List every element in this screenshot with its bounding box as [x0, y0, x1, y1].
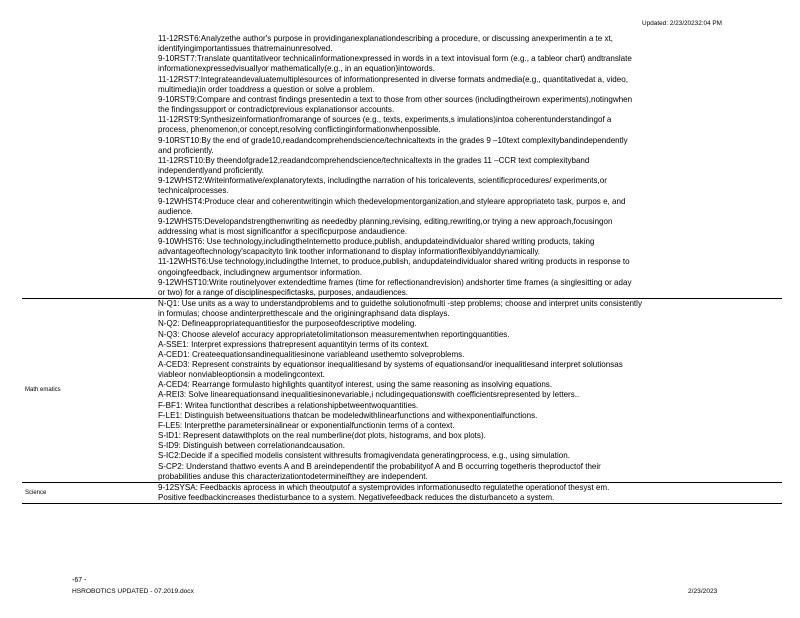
- standard-line: A-CED4: Rearrange formulasto highlights quantityof interest, using the same reasoning as insolving equations.: [158, 380, 553, 390]
- standards-table: [22, 34, 782, 504]
- document-filename: HSROBOTICS UPDATED - 07.2019.docx: [72, 588, 194, 595]
- standard-line: 9-12WHST4:Produce clear and coherentwritingin which thedevelopmentorganization,and styleare appropriateto task, purpos e, and: [158, 196, 626, 206]
- table-row-mathematics: [22, 299, 782, 483]
- subject-cell-science: Science: [22, 482, 156, 503]
- standard-line: the findingssupport or contradictprevious explanationsor accounts.: [158, 105, 395, 115]
- standard-line: addressing what is most significantfor a specificpurpose andaudience.: [158, 226, 408, 236]
- standard-line: A-SSE1: Interpret expressions thatrepresent aquantityin terms of its context.: [158, 339, 430, 349]
- standard-line: N-Q2: Defineappropriatequantitiesfor the purposeofdescriptive modeling.: [158, 319, 417, 329]
- standard-line: 9-12WHST5:Developandstrengthenwriting as neededby planning,revising, editing,rewriting,or trying a new approach,focusingon: [158, 216, 613, 226]
- standard-line: A-REI3: Solve linearequationsand inequalitiesinonevariable,i ncludingequationswith coefficientsrepresented by letters..: [158, 390, 580, 400]
- standard-line: 11-12RST7:Integrateandevaluatemultiplesources of informationpresented in diverse formats andmedia(e.g., quantitativedat a, video,: [158, 74, 628, 84]
- standards-cell: [156, 299, 782, 483]
- standard-line: advantageoftechnology'scapacityto link toother informationand to display informationflexiblyanddynamically.: [158, 247, 541, 257]
- standard-line: probabilities anduse this characterizationtodetermineifthey are independent.: [158, 471, 428, 481]
- standard-line: process, phenomenon,or concept,resolving conflictinginformationwhenpossible.: [158, 125, 441, 135]
- standard-line: S-IC2:Decide if a specified modelis consistent withresults fromagivendata generatingprocess, e.g., using simulation.: [158, 451, 570, 461]
- standard-line: independentlyand proficiently.: [158, 166, 264, 176]
- page-number: -67 -: [72, 577, 87, 584]
- standard-line: A-CED3: Represent constraints by equationsor inequalitiesand by systems of equationsand/or inequalitiesand interpret solutionsas: [158, 360, 623, 369]
- table-row-ela: [22, 34, 782, 299]
- standard-line: 11-12RST10:By theendofgrade12,readandcomprehendscience/technicaltexts in the grades 11 –CCR text complexityband: [158, 155, 590, 165]
- standard-line: 11-12RST6:Analyzethe author's purpose in providinganexplanationdescribing a procedure, or discussing anexperimentin a te xt,: [158, 34, 613, 43]
- subject-cell: [22, 34, 156, 299]
- standard-line: identifyingimportantissues thatremainunresolved.: [158, 44, 333, 54]
- standards-cell: [156, 34, 782, 299]
- standard-line: F-LE1: Distinguish betweensituations thatcan be modeledwithlinearfunctions and withexponentialfunctions.: [158, 410, 538, 420]
- standard-line: S-ID9: Distinguish between correlationandcausation.: [158, 441, 345, 451]
- standard-line: 9-10RST10:By the end of grade10,readandcomprehendscience/technicaltexts in the grades 9 –10text complexitybandindependently: [158, 135, 628, 145]
- subject-cell-mathematics: Math ematics: [22, 299, 156, 483]
- standard-line: 9-12SYSA: Feedbackis aprocess in which theoutputof a systemprovides informationusedto regulatethe operationof thesyst em.: [158, 482, 610, 492]
- standard-line: 9-10WHST6: Use technology,includingtheInternetto produce,publish, andupdateindividualor shared writing products, taking: [158, 237, 595, 247]
- standard-line: in formulas; choose andinterpretthescale and the originingraphsand data displays.: [158, 309, 450, 319]
- standard-line: N-Q1: Use units as a way to understandproblems and to guidethe solutionofmulti -step problems; choose and interpret units consistently: [158, 299, 642, 309]
- standard-line: or two) for a range of disciplinespecifictasks, purposes, andaudiences.: [158, 287, 409, 297]
- footer-date: 2/23/2023: [688, 588, 718, 595]
- standard-line: S-CP2: Understand thattwo events A and B areindependentif the probabilityof A and B occurring togetheris theproductof their: [158, 461, 601, 471]
- table-row-science: [22, 482, 782, 503]
- updated-timestamp: Updated: 2/23/20232:04 PM: [642, 20, 722, 27]
- standard-line: viableor nonviableoptionsin a modelingcontext.: [158, 370, 325, 380]
- standard-line: S-ID1: Represent datawithplots on the real numberline(dot plots, histograms, and box plots).: [158, 431, 486, 441]
- standard-line: 11-12RST9:Synthesizeinformationfromarange of sources (e.g., texts, experiments,s imulations)intoa coherentunderstandingof a: [158, 115, 612, 125]
- standard-line: 11-12WHST6:Use technology,includingthe Internet, to produce,publish, andupdateindividualor shared writing products in response to: [158, 257, 630, 267]
- standard-line: 9-10RST9:Compare and contrast findings presentedin a text to those from other sources (includingtheirown experiments),notingwhen: [158, 94, 633, 104]
- standard-line: A-CED1: Createequationsandinequalitiesinone variableand usethemto solveproblems.: [158, 349, 465, 359]
- standard-line: 9-10RST7:Translate quantitativeor technicalinformationexpressed in words in a text intovisual form (e.g., a tableor chart) andtranslate: [158, 54, 632, 64]
- standard-line: F-LE5: Interpretthe parametersinalinear or exponentialfunctionin terms of a context.: [158, 420, 455, 430]
- standard-line: 9-12WHST10:Write routinelyover extendedtime frames (time for reflectionandrevision) andshorter time frames (a singlesitting or aday: [158, 277, 632, 287]
- standards-cell: [156, 482, 782, 503]
- standard-line: informationexpressedvisuallyor mathematically(e.g., in an equation)intowords.: [158, 64, 435, 74]
- standard-line: multimedia)in order toaddress a question or solve a problem.: [158, 84, 375, 94]
- standard-line: and proficiently.: [158, 145, 214, 155]
- standard-line: 9-12WHST2:Writeinformative/explanatorytexts, includingthe narration of his toricalevents, scientificprocedures/ experiments,or: [158, 176, 607, 186]
- standard-line: audience.: [158, 206, 193, 216]
- standard-line: ongoingfeedback, includingnew argumentsor information.: [158, 267, 362, 277]
- standard-line: F-BF1: Writea functionthat describes a relationshipbetweentwoquantities.: [158, 400, 419, 410]
- standard-line: Positive feedbackincreases thedisturbance to a system. Negativefeedback reduces the disturbanceto a system.: [158, 493, 555, 503]
- standard-line: N-Q3: Choose alevelof accuracy appropriatetolimitationson measurementwhen reportingquantities.: [158, 329, 510, 339]
- standard-line: technicalprocesses.: [158, 186, 229, 196]
